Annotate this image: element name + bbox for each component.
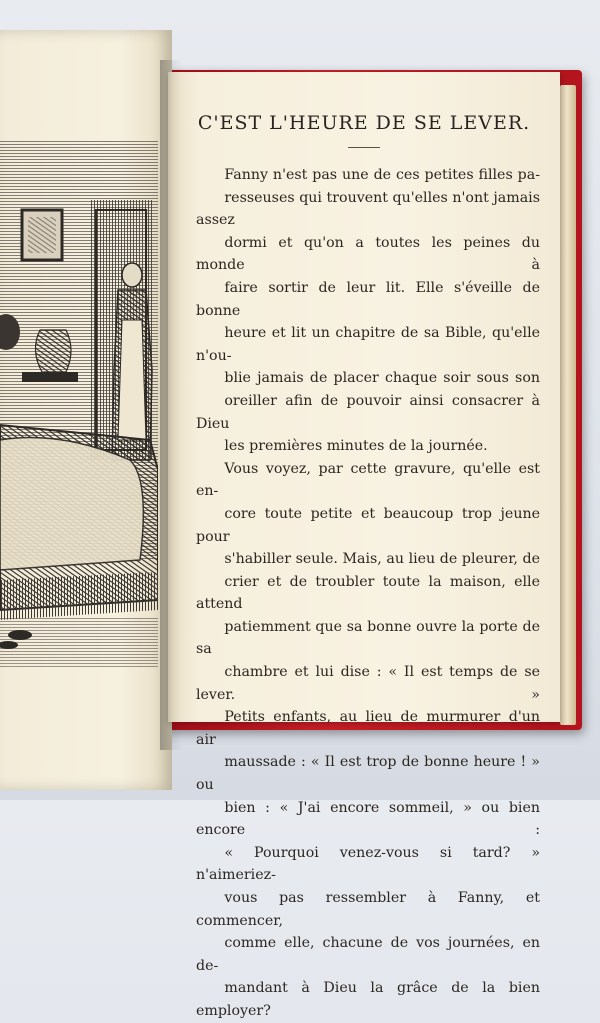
right-page (168, 72, 560, 1019)
engraving-illustration (0, 140, 158, 700)
book-gutter-shadow (160, 60, 182, 750)
text-line: Vous voyez, par cette gravure, qu'elle est en- (196, 460, 540, 500)
text-line: crier et de troubler toute la maison, elle attend (196, 573, 540, 613)
text-line: mandant à Dieu la grâce de la bien employer? (196, 980, 540, 1019)
text-line: maussade : « Il est trop de bonne heure ! » ou (196, 754, 540, 794)
engraving-maid-head (122, 263, 142, 287)
text-line: bien : « J'ai encore sommeil, » ou bien encore : (196, 799, 540, 839)
text-line: patiemment que sa bonne ouvre la porte de sa (196, 618, 540, 658)
text-line: « Pourquoi venez-vous si tard? » n'aimeriez- (196, 844, 540, 884)
body-text (196, 164, 540, 1023)
text-line: vous pas ressembler à Fanny, et commencer, (196, 890, 540, 929)
text-line: s'habiller seule. Mais, au lieu de pleurer, de (224, 551, 540, 568)
title-rule (348, 147, 380, 148)
text-line: chambre et lui dise : « Il est temps de se lever. » (196, 664, 540, 703)
text-line: Fanny n'est pas une de ces petites filles pa- (224, 167, 540, 183)
text-line: core toute petite et beaucoup trop jeune pour (196, 505, 540, 545)
text-line: blie jamais de placer chaque soir sous son (224, 370, 540, 387)
paragraph-2 (196, 458, 540, 707)
text-line: dormi et qu'on a toutes les peines du monde à (196, 234, 540, 274)
text-line: heure et lit un chapitre de sa Bible, qu'elle n'ou- (196, 325, 540, 364)
text-line: resseuses qui trouvent qu'elles n'ont jamais assez (196, 189, 540, 229)
text-line: oreiller afin de pouvoir ainsi consacrer à Dieu (196, 392, 540, 432)
text-line: Petits enfants, au lieu de murmurer d'un air (196, 709, 540, 748)
text-line: comme elle, chacune de vos journées, en de- (196, 935, 540, 974)
engraving-floor (0, 618, 158, 668)
engraving-jug (35, 330, 71, 372)
chapter-title: C'EST L'HEURE DE SE LEVER. (197, 112, 531, 134)
text-line: faire sortir de leur lit. Elle s'éveille de bonne (196, 279, 540, 319)
left-page (0, 30, 172, 790)
page-block-edge (560, 85, 576, 725)
text-line: les premières minutes de la journée. (224, 438, 488, 455)
paragraph-1 (196, 164, 540, 458)
paragraph-3 (196, 706, 540, 1022)
